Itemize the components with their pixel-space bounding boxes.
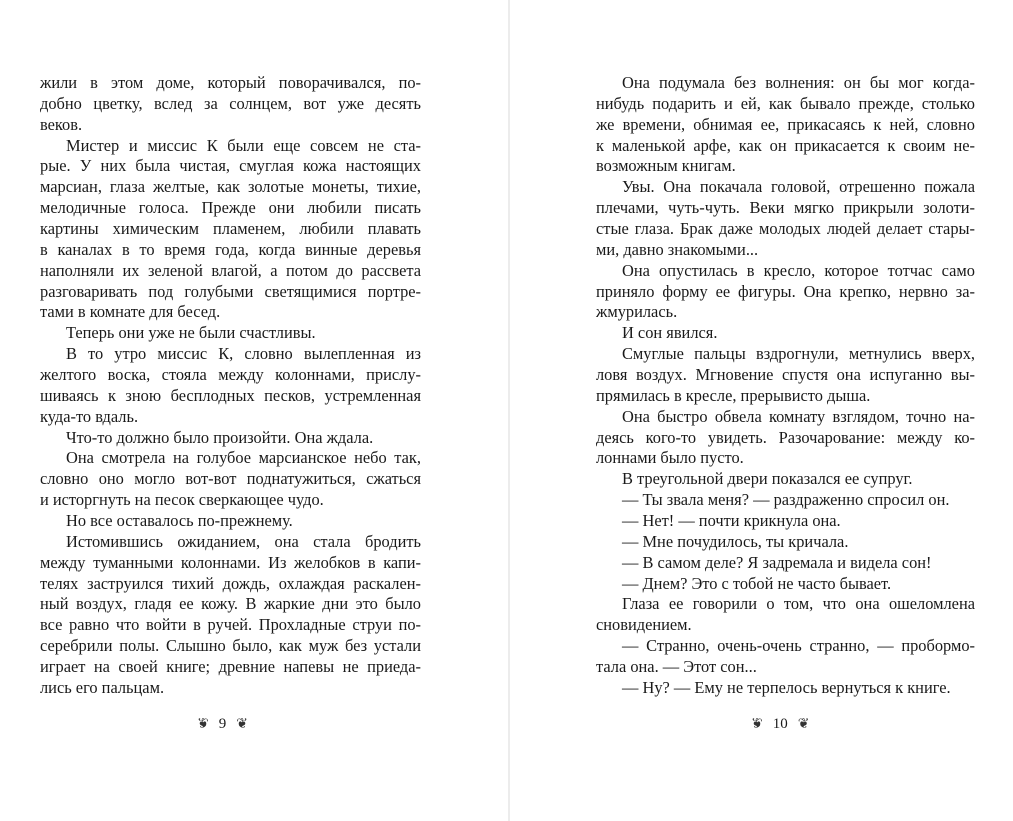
left-page-text — [40, 73, 421, 699]
text-line: серебрили полы. Слышно было, как муж без устали — [40, 636, 421, 656]
page-number: 10 — [772, 716, 788, 732]
text-line: разговаривать под голубыми светящимися портре- — [40, 281, 421, 301]
text-line: Она опустилась в кресло, которое тотчас само — [622, 260, 975, 280]
text-line: ный воздух, гладя ее кожу. В жаркие дни это было — [40, 594, 421, 614]
text-line: тами в комнате для бесед. — [40, 302, 221, 322]
text-line: — Днем? Это с тобой не часто бывает. — [622, 573, 892, 593]
text-line: Но все оставалось по-прежнему. — [66, 511, 293, 531]
text-line: Глаза ее говорили о том, что она ошеломлена — [622, 594, 975, 614]
text-line: жили в этом доме, который поворачивался, по- — [40, 73, 421, 92]
text-line: играет на своей книге; древние напевы не приеда- — [40, 657, 421, 677]
text-line: желтого воска, стояла между колоннами, прислу- — [40, 365, 421, 385]
text-line: рые. У них была чистая, смуглая кожа настоящих — [40, 156, 421, 176]
page-number-left — [197, 716, 248, 733]
page-number-right — [751, 716, 809, 733]
text-line: Что-то должно было произойти. Она ждала. — [66, 427, 374, 447]
text-line: в каналах в то время года, когда винные деревья — [40, 239, 421, 259]
text-line: тала она. — Этот сон... — [596, 657, 757, 677]
text-line: Мистер и миссис К были еще совсем не ста- — [66, 135, 421, 155]
right-page-text — [596, 73, 975, 699]
text-line: веков. — [40, 114, 83, 134]
text-line: картины химическим пламенем, любили плавать — [40, 219, 421, 239]
text-line: наполняли их зеленой влагой, а потом до рассвета — [40, 260, 421, 280]
text-line: нибудь подарить и ей, как бывало прежде, столько — [596, 93, 975, 113]
text-line: — Нет! — почти крикнула она. — [622, 511, 841, 531]
text-line: словно оно могло вот-вот поднатужиться, сжаться — [40, 469, 421, 489]
text-line: — Ну? — Ему не терпелось вернуться к книге. — [622, 677, 951, 697]
text-line: деясь кого-то увидеть. Разочарование: между ко- — [596, 427, 975, 447]
text-line: куда-то вдаль. — [40, 406, 139, 426]
text-line: ловя воздух. Мгновение спустя она испуганно вы- — [596, 365, 975, 385]
text-line: — Ты звала меня? — раздраженно спросил он. — [622, 490, 950, 510]
text-line: марсиан, глаза желтые, как золотые монеты, тихие, — [40, 177, 421, 197]
text-line: сновидением. — [596, 615, 692, 635]
text-line: Увы. Она покачала головой, отрешенно пожала — [622, 177, 975, 197]
text-line: мелодичные голоса. Прежде они любили писать — [40, 198, 421, 218]
text-line: стые глаза. Брак даже молодых людей делает стары- — [596, 219, 975, 239]
text-line: Теперь они уже не были счастливы. — [66, 323, 316, 343]
text-line: шиваясь к зною бесплодных песков, устремленная — [40, 385, 421, 405]
fleuron-icon: ❦ — [797, 717, 810, 732]
text-line: приняло форму ее фигуры. Она крепко, нервно за- — [596, 281, 975, 301]
text-line: между туманными колоннами. Из желобков в капи- — [40, 552, 421, 572]
text-line: И сон явился. — [622, 323, 718, 343]
text-line: телях заструился тихий дождь, охлаждая раскален- — [40, 573, 421, 593]
text-line: Она подумала без волнения: он бы мог когда- — [622, 73, 975, 92]
text-line: ми, давно знакомыми... — [596, 239, 759, 259]
text-line: и исторгнуть на песок сверкающее чудо. — [40, 490, 324, 510]
text-line: — Странно, очень-очень странно, — пробормо- — [622, 636, 975, 656]
text-line: к маленькой арфе, как он прикасается к своим не- — [596, 135, 975, 155]
text-line: прямилась в кресле, прерывисто дыша. — [596, 385, 871, 405]
text-line: — В самом деле? Я задремала и видела сон! — [622, 552, 932, 572]
text-line: плечами, чуть-чуть. Веки мягко прикрыли золоти- — [596, 198, 975, 218]
text-line: лоннами было пусто. — [596, 448, 744, 468]
text-line: же времени, обнимая ее, прикасаясь к ней, словно — [596, 114, 975, 134]
text-line: Она быстро обвела комнату взглядом, точно на- — [622, 406, 975, 426]
text-line: возможным книгам. — [596, 156, 736, 176]
text-line: добно цветку, вслед за солнцем, вот уже десять — [40, 93, 421, 113]
text-line: лись его пальцам. — [40, 677, 165, 697]
fleuron-icon: ❦ — [236, 717, 248, 732]
text-line: В то утро миссис К, словно вылепленная из — [66, 344, 421, 364]
text-line: жмурилась. — [596, 302, 678, 322]
text-line: — Мне почудилось, ты кричала. — [622, 531, 849, 551]
text-line: В треугольной двери показался ее супруг. — [622, 469, 913, 489]
fleuron-icon: ❦ — [751, 717, 763, 732]
text-line: все равно что войти в ручей. Прохладные струи по- — [40, 615, 421, 635]
text-line: Истомившись ожиданием, она стала бродить — [66, 531, 421, 551]
fleuron-icon: ❦ — [197, 717, 209, 732]
text-line: Она смотрела на голубое марсианское небо так, — [66, 448, 421, 468]
page-number: 9 — [218, 716, 227, 732]
right-page — [510, 0, 1013, 821]
text-line: Смуглые пальцы вздрогнули, метнулись вверх, — [622, 344, 975, 364]
